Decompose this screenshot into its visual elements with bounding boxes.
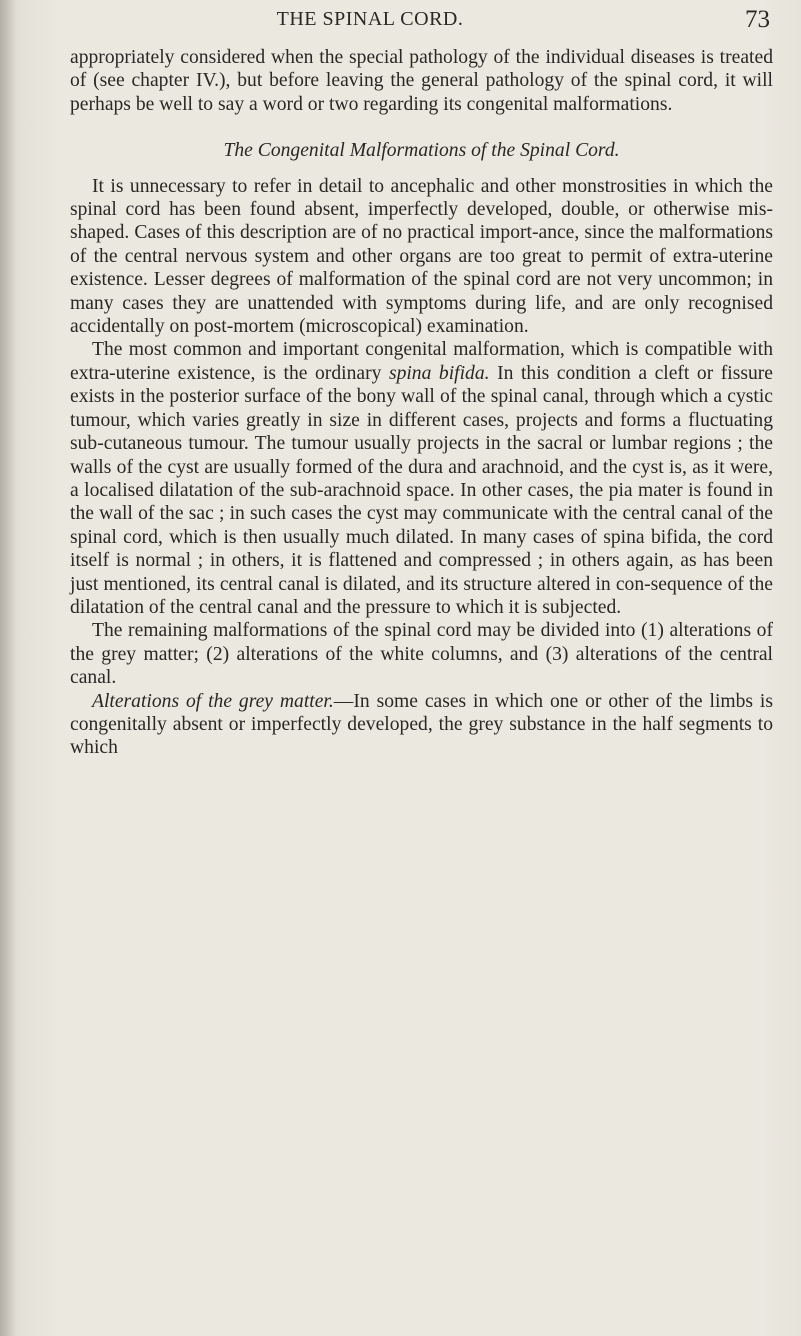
paragraph-continued: appropriately considered when the special pathology of the individual diseases is treated of (see chapter IV.), but before leaving the general pathology of the spinal cord, it will perhaps be well to say a word or two regarding its congenital malformations.: [70, 47, 773, 115]
paragraph-remaining-malformations: The remaining malformations of the spinal cord may be divided into (1) alterations of the grey matter; (2) alterations of the white columns, and (3) alterations of the central canal.: [70, 620, 773, 689]
paragraph-grey-matter: [70, 690, 773, 760]
binding-shadow: [0, 0, 16, 1336]
text-run: The most common and important congenital malformation, which is compatible with extra-uterine existence, is the ordinary: [70, 339, 773, 384]
running-title: THE SPINAL CORD.: [276, 8, 464, 30]
emphasis-spina-bifida: spina bifida.: [388, 362, 490, 384]
text-run: —In some cases in which one or other of the limbs is congenitally absent or imperfectly developed, the grey substance in the half segments to which: [70, 690, 774, 759]
page-header: [70, 6, 770, 36]
page-number: 73: [745, 6, 770, 33]
section-heading: The Congenital Malformations of the Spinal Cord.: [223, 140, 620, 162]
paragraph-spina-bifida: [70, 338, 773, 619]
paragraph-monstrosities: It is unnecessary to refer in detail to ancephalic and other monstrosities in which the spinal cord has been found absent, imperfectly developed, double, or otherwise mis-shaped. Cases of this description are of no practical import-ance, since the malformations of the central nervous system and other organs are too great to permit of extra-uterine existence. Lesser degrees of malformation of the spinal cord are not very uncommon; in many cases they are unattended with symptoms during life, and are only recognised accidentally on post-mortem (microscopical) examination.: [70, 175, 773, 338]
text-run: In this condition a cleft or fissure exists in the posterior surface of the bony wall of the spinal canal, through which a cystic tumour, which varies greatly in size in different cases, projects and forms a fluctuating sub-cutaneous tumour. The tumour usually projects in the sacral or lumbar regions ; the walls of the cyst are usually formed of the dura and arachnoid, and the cyst is, as it were, a localised dilatation of the sub-arachnoid space. In other cases, the pia mater is found in the wall of the sac ; in such cases the cyst may communicate with the central canal of the spinal cord, which is then usually much dilated. In many cases of spina bifida, the cord itself is normal ; in others, it is flattened and compressed ; in others again, as has been just mentioned, its central canal is dilated, and its structure altered in con-sequence of the dilatation of the central canal and the pressure to which it is subjected.: [70, 362, 773, 618]
emphasis-grey-matter: Alterations of the grey matter.: [92, 690, 334, 712]
page-body: [70, 46, 773, 760]
